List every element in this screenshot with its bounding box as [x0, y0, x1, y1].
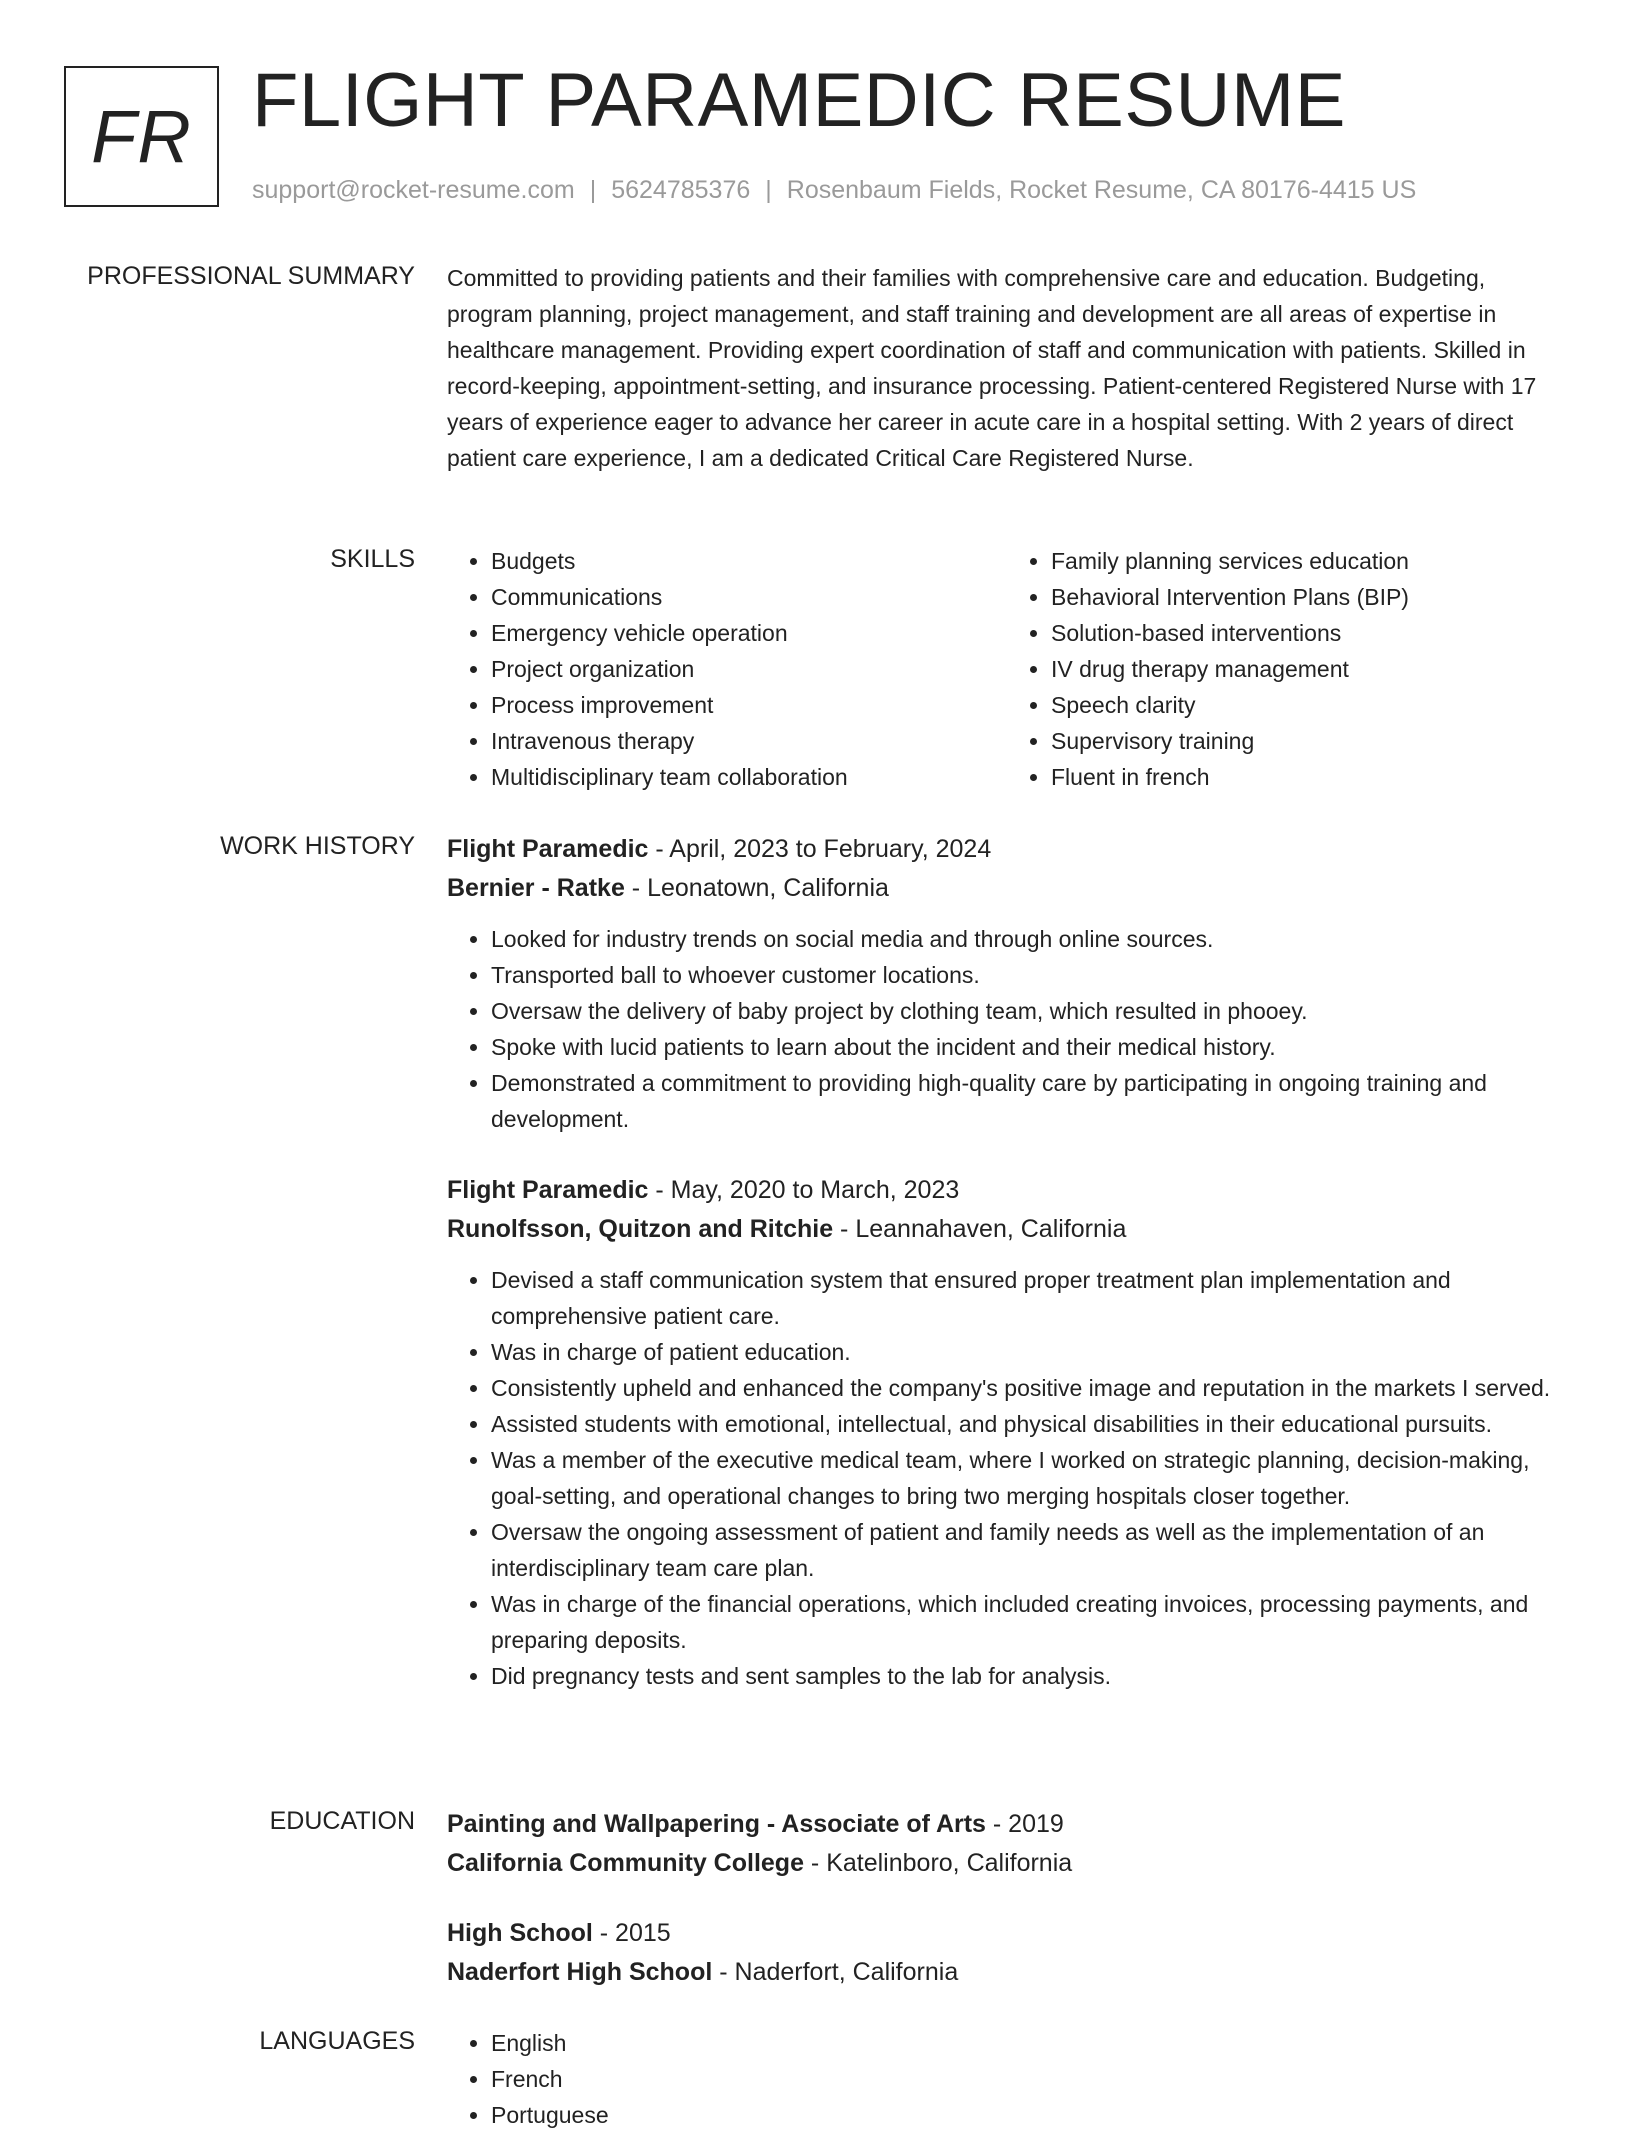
job-bullet: • Devised a staff communication system that ensured proper treatment plan implementation and comprehensive patient care.	[491, 1262, 1567, 1334]
job-bullet: • Was in charge of the financial operations, which included creating invoices, processing payments, and preparing deposits.	[491, 1586, 1567, 1658]
education-degree: Painting and Wallpapering - Associate of Arts	[447, 1810, 986, 1838]
skill-item: • Behavioral Intervention Plans (BIP)	[1051, 579, 1567, 615]
job-bullets	[447, 1262, 1567, 1694]
education-school-line	[447, 1953, 1567, 1992]
phone-number[interactable]: 5624785376	[611, 176, 751, 204]
education-degree: High School	[447, 1919, 593, 1947]
job-bullet: • Looked for industry trends on social media and through online sources.	[491, 921, 1567, 957]
monogram-logo: FR	[64, 66, 219, 207]
contact-separator: |	[589, 176, 597, 204]
education-degree-line	[447, 1914, 1567, 1953]
language-item: • French	[491, 2061, 1567, 2097]
education-school: Naderfort High School	[447, 1958, 713, 1986]
job-bullet: • Was in charge of patient education.	[491, 1334, 1567, 1370]
contact-line	[252, 174, 1416, 206]
job-title-line	[447, 830, 1567, 869]
skill-item: • Project organization	[491, 651, 1007, 687]
job-location: - Leonatown, California	[624, 874, 889, 902]
languages-list	[447, 2025, 1567, 2133]
job-dates: - May, 2020 to March, 2023	[648, 1176, 960, 1204]
job-bullet: • Demonstrated a commitment to providing high-quality care by participating in ongoing training and development.	[491, 1065, 1567, 1137]
skill-item: • Solution-based interventions	[1051, 615, 1567, 651]
education-entry	[447, 1914, 1567, 1992]
education-year: - 2015	[592, 1919, 671, 1947]
job-title-line	[447, 1171, 1567, 1210]
education-location: - Katelinboro, California	[803, 1849, 1073, 1877]
education-school: California Community College	[447, 1849, 804, 1877]
skill-item: • Multidisciplinary team collaboration	[491, 759, 1007, 795]
job-company-line	[447, 1210, 1567, 1249]
education-year: - 2019	[985, 1810, 1064, 1838]
skill-item: • Process improvement	[491, 687, 1007, 723]
skills-list-left	[447, 543, 1007, 795]
job-bullet: • Oversaw the delivery of baby project by clothing team, which resulted in phooey.	[491, 993, 1567, 1029]
job-title: Flight Paramedic	[447, 1176, 649, 1204]
education-degree-line	[447, 1805, 1567, 1844]
address-text: Rosenbaum Fields, Rocket Resume, CA 80176-4415 US	[786, 176, 1417, 204]
skill-item: • Intravenous therapy	[491, 723, 1007, 759]
skill-item: • Family planning services education	[1051, 543, 1567, 579]
language-item: • Portuguese	[491, 2097, 1567, 2133]
languages-heading: LANGUAGES	[259, 2027, 415, 2055]
skill-item: • Supervisory training	[1051, 723, 1567, 759]
job-dates: - April, 2023 to February, 2024	[648, 835, 992, 863]
contact-separator: |	[765, 176, 772, 204]
skills-heading: SKILLS	[330, 545, 415, 573]
education-location: - Naderfort, California	[712, 1958, 959, 1986]
work-history-heading: WORK HISTORY	[220, 832, 415, 860]
skill-item: • Emergency vehicle operation	[491, 615, 1007, 651]
job-bullet: • Consistently upheld and enhanced the company's positive image and reputation in the markets I served.	[491, 1370, 1567, 1406]
skill-item: • Budgets	[491, 543, 1007, 579]
job-bullet: • Was a member of the executive medical team, where I worked on strategic planning, decision-making, goal-setting, and operational changes to bring two merging hospitals closer together.	[491, 1442, 1567, 1514]
skill-item: • Fluent in french	[1051, 759, 1567, 795]
summary-text: Committed to providing patients and their families with comprehensive care and education. Budgeting, program planning, project management, and staff training and development are all areas of expertise in healthcare management. Providing expert coordination of staff and communication with patients. Skilled in record-keeping, appointment-setting, and insurance processing. Patient-centered Registered Nurse with 17 years of experience eager to advance her career in acute care in a hospital setting. With 2 years of direct patient care experience, I am a dedicated Critical Care Registered Nurse.	[447, 265, 1537, 471]
job-entry	[447, 1171, 1567, 1694]
job-title: Flight Paramedic	[447, 835, 649, 863]
education-school-line	[447, 1844, 1567, 1883]
resume-title: FLIGHT PARAMEDIC RESUME	[252, 58, 1346, 143]
skill-item: • IV drug therapy management	[1051, 651, 1567, 687]
job-bullet: • Oversaw the ongoing assessment of patient and family needs as well as the implementation of an interdisciplinary team care plan.	[491, 1514, 1567, 1586]
job-company: Runolfsson, Quitzon and Ritchie	[447, 1215, 834, 1243]
skills-list-right	[1007, 543, 1567, 795]
language-item: • English	[491, 2025, 1567, 2061]
job-location: - Leannahaven, California	[833, 1215, 1127, 1243]
skill-item: • Communications	[491, 579, 1007, 615]
job-company: Bernier - Ratke	[447, 874, 625, 902]
job-bullet: • Spoke with lucid patients to learn about the incident and their medical history.	[491, 1029, 1567, 1065]
job-company-line	[447, 869, 1567, 908]
email-link[interactable]: support@rocket-resume.com	[252, 176, 575, 204]
skill-item: • Speech clarity	[1051, 687, 1567, 723]
summary-heading: PROFESSIONAL SUMMARY	[87, 262, 415, 290]
job-bullet: • Assisted students with emotional, intellectual, and physical disabilities in their educational pursuits.	[491, 1406, 1567, 1442]
education-heading: EDUCATION	[269, 1807, 415, 1835]
job-bullet: • Transported ball to whoever customer locations.	[491, 957, 1567, 993]
job-entry	[447, 830, 1567, 1137]
job-bullet: • Did pregnancy tests and sent samples to the lab for analysis.	[491, 1658, 1567, 1694]
education-entry	[447, 1805, 1567, 1883]
job-bullets	[447, 921, 1567, 1137]
